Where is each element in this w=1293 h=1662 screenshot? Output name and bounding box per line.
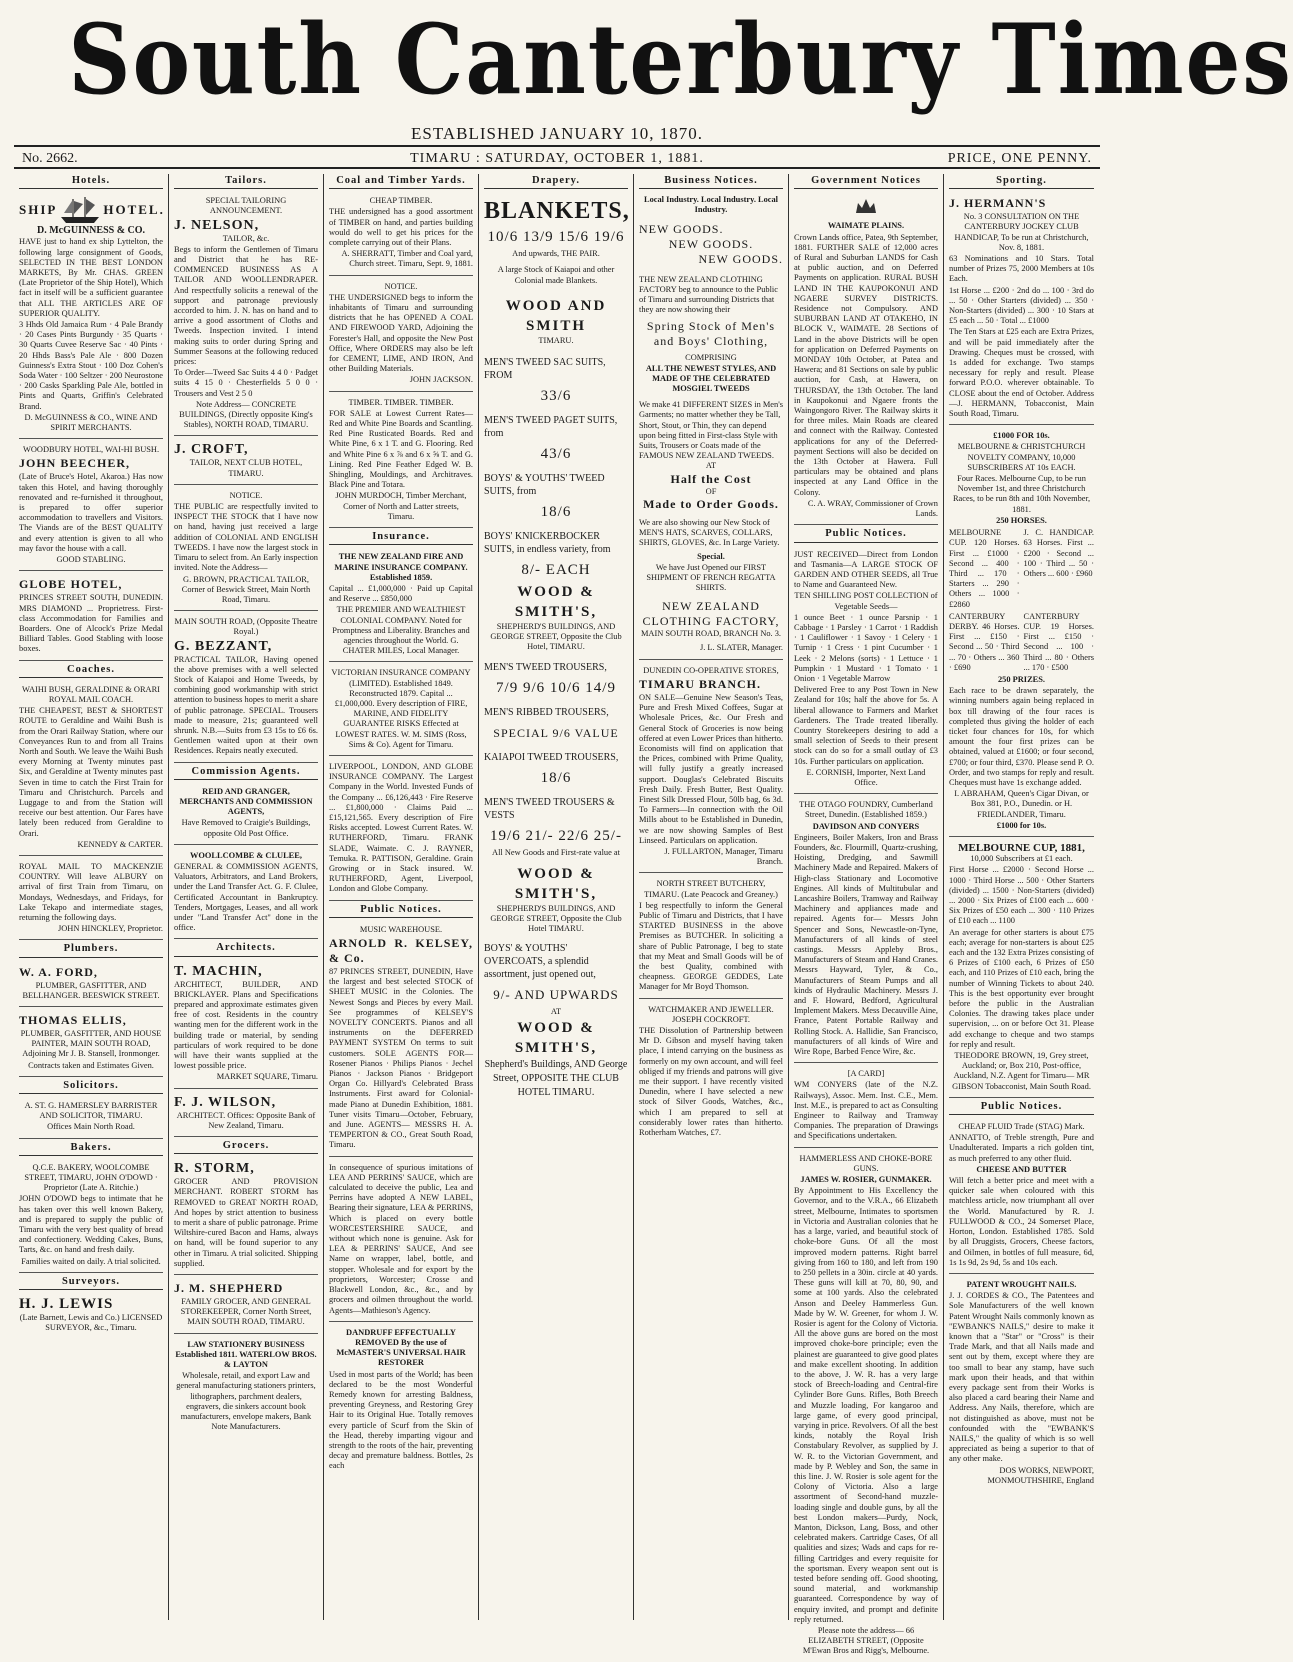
masthead	[14, 3, 1293, 124]
ad-nelson	[174, 192, 318, 436]
ws4-title: WOOD & SMITH'S,	[514, 1019, 598, 1056]
section-surveyors: Surveyors.	[19, 1275, 163, 1290]
derby-left: CANTERBURY DERBY. 46 Horses. First ... £150 · Second ... 50 · Third ... 70 · Others ... 360 · £690	[949, 611, 1020, 672]
hamersley-foot: Offices Main North Road.	[47, 1122, 135, 1132]
section-public-notices-6: Public Notices.	[794, 527, 938, 542]
column-3	[324, 174, 479, 1620]
watchmaker-title: WATCHMAKER AND JEWELLER. JOSEPH COCKROFT.	[648, 1004, 774, 1024]
nelson-body: Begs to inform the Gentlemen of Timaru and District that he has RE-COMMENCED BUSINESS AS A TAILOR AND WOOLLENDRAPER. And respectfully solicits a renewal of the support and patronage previously accorded to him. J. N. has on hand and to arrive a good assortment of Cloths and Tweeds. Inspection invited. I intend making suits to order during Spring and Summer Seasons at the following reduced prices:	[174, 244, 318, 367]
column-6	[789, 174, 944, 1656]
showing-body: We are also showing our New Stock of MEN'S HATS, SCARVES, COLLARS, SHIRTS, GLOVES, &c. In Large Variety.	[639, 517, 780, 548]
kelsey-body: 87 PRINCES STREET, DUNEDIN, Have the largest and best selected STOCK of SHEET MUSIC in the Colonies. The Newest Songs and Pieces by every Mail. See programmes of KELSEY'S NOVELTY CONCERTS. Pianos and all instruments on the DEFERRED PAYMENT SYSTEM On terms to suit customers. SOLE AGENTS FOR— Rosener Pianos · Philips Pianos · Jechel Pianos · Jackson Pianos · Bridgeport Organ Co. Hillyard's Celebrated Brass Instruments. First award for Colonial-made Piano at Dunedin Exhibition, 1881. Tuner visits Timaru—October, February, and June. AGENTS— MESSRS H. A. TEMPERTON & CO., Great South Road, Timaru.	[329, 967, 473, 1150]
ad-waterlow	[174, 1336, 318, 1438]
melb-body: Each race to be drawn separately, the winning numbers again being replaced in box till drawing of the four races is completed thus giving the holder of each ticket four chances for 10s, for which amount the four first prizes can be obtained, valued at £1600; or four second, £700; or four third, £370. Please send P. O. Order, and two stamps for reply and result. Cheques must have 1s exchange added.	[949, 686, 1094, 787]
ad-jackson	[329, 278, 473, 392]
fluid-title: CHEAP FLUID Trade (STAG) Mark.	[958, 1122, 1085, 1132]
ellis-title: THOMAS ELLIS,	[19, 1013, 127, 1027]
ship-sign: D. McGUINNESS & CO., WINE AND SPIRIT MERCHANTS.	[24, 412, 158, 433]
bezzant-body: PRACTICAL TAILOR, Having opened the above premises with a well selected Stock of Kaiapoi and Home Tweeds, by combining good workmanship with strict attention to business hopes to merit a share of public patronage. SPECIAL. Trousers made to measure, 21s; guaranteed well shrunk. N.B.—Suits from £3 15s to £6 6s. Gentlemen waited upon at their own Residences. Repairs neatly executed.	[174, 654, 318, 756]
ad-annatto	[949, 1118, 1094, 1274]
nelson-sub: TAILOR, &c.	[222, 233, 270, 243]
ad-nz-fire	[329, 548, 473, 662]
boys-tweed: BOYS' & YOUTHS' TWEED SUITS, from	[484, 473, 605, 498]
card-label: [A CARD]	[847, 1069, 885, 1079]
woollcombe-title: WOOLLCOMBE & CLULEE,	[190, 850, 302, 860]
mens-sac: MEN'S TWEED SAC SUITS, FROM	[484, 357, 606, 382]
ad-coop	[639, 662, 783, 874]
ws3-addr: SHEPHERD'S BUILDINGS, AND GEORGE STREET, Opposite the Club Hotel TIMARU.	[490, 903, 622, 934]
local-industry: Local Industry. Local Industry. Local Industry.	[643, 195, 779, 215]
newest-styles: ALL THE NEWEST STYLES, AND MADE OF THE CELEBRATED MOSGIEL TWEEDS	[645, 363, 777, 394]
coach-body: THE CHEAPEST, BEST & SHORTEST ROUTE to Geraldine and Waihi Bush is from the Orari Railway Station, where our Conveyances Run to and from all Trains North and South. We leave the Waihi Bush every Morning at Twenty minutes past Six, and Geraldine at Twenty minutes past Seven in time to catch the First Train for Timaru and Christchurch. Parcels and Luggage to and from the Station will receive our best attention. Our Fares have lately been reduced from Geraldine to Orari.	[19, 706, 163, 838]
section-solicitors: Solicitors.	[19, 1079, 163, 1094]
beecher-body: (Late of Bruce's Hotel, Akaroa.) Has now taken this Hotel, and having thoroughly renovated and re-furnished it throughout, is prepared to offer superior accommodation to travellers and Visitors. The Viands are of the BEST QUALITY and every attention is given to all who may favor the house with a call.	[19, 472, 163, 553]
conyers-body: WM CONYERS (late of the N.Z. Railways), Assoc. Mem. Inst. C.E., Mem. Inst. M.E., is prepared to act as Consulting Engineer to Railway and Tramway Companies. The preparation of Drawings and Specifications undertaken.	[794, 1080, 938, 1141]
ad-shepherd	[174, 1277, 318, 1334]
coop-body: ON SALE—Genuine New Season's Teas, Pure and Fresh Mixed Coffees, Sugar at Wholesale Prices, &c. Our Fresh and General Stock of Groceries is now being offered at even Lower Prices than hitherto. Economists will find on application that the Prices, combined with Prime Quality, will fully justify a greatly increased support. Douglas's Celebrated Biscuits Fresh Daily. Fresh Butter, Best Quality. Finest Silk Dressed Flour, 50lb bag, 6s 3d. To Farmers—In connection with the Oil Mills about to be Established in Dunedin, we are now showing Samples of Best Linseed. Particulars on application.	[639, 692, 783, 845]
shipment: We have Just Opened our FIRST SHIPMENT OF FRENCH REGATTA SHIRTS.	[646, 562, 776, 593]
dandruff-title: DANDRUFF EFFECTUALLY REMOVED By the use of McMASTER'S UNIVERSAL HAIR RESTORER	[336, 1327, 466, 1368]
ad-globe	[19, 573, 163, 660]
section-insurance: Insurance.	[329, 530, 473, 545]
booth-sign: THEODORE BROWN, 19, Grey street, Auckland; or, Box 210, Post-office, Auckland, N.Z. Agent for Timaru— MR GIBSON Tobacconist, Main South Road.	[952, 1051, 1091, 1091]
lewis-body: (Late Barnett, Lewis and Co.) LICENSED SURVEYOR, &c., Timaru.	[19, 1313, 163, 1333]
davidson-body: Engineers, Boiler Makers, Iron and Brass Founders, &c. Flourmill, Quartz-crushing, Hoisting, Dredging, and Sawmill Machinery Made and Repaired. Makers of High-class Stationary and Locomotive Engines. All kinds of Multitubular and Lancashire Boilers, Tramway and Railway Machinery and appliances made and repaired. Agents for— Messrs John Spencer and Sons, Newcastle-on-Tyne, Manufacturers of all kinds of steel castings. Messrs Appleby Bros., Manufacturers of Steam and Hand Cranes. Messrs Hayward, Tyler, & Co., Manufacturers of Steam Pumps and all kinds of Hydraulic Machinery. Messrs J. and F. Howard, Bedford, Agricultural Implement Makers. Mess Decauville Aine, France, Patent Portable Railway and Rolling Stock. A. Hallidie, San Francisco, manufacturers of all kinds of Wire and Wire Rope, Barbed Fence Wire, &c.	[794, 832, 938, 1057]
ad-sherratt	[329, 192, 473, 275]
half-at: AT	[705, 461, 717, 471]
section-business: Business Notices.	[639, 174, 783, 189]
wilson-title: F. J. WILSON,	[174, 1094, 277, 1110]
cheese-body: Will fetch a better price and meet with a quicker sale when coloured with this matchless article, now triumphant all over the World. Manufactured by R. J. FULLWOOD & CO., 24 Somerset Place, Horton, London. Established 1785. Sold by all Druggists, Grocers, Cheese factors, and Oilmen, in bottles of full measure, 6d, 1s 1s 9d, 2s 9d, 5s and 10s each.	[949, 1176, 1094, 1267]
blankets-title: BLANKETS,	[484, 198, 630, 225]
ship-list: 3 Hhds Old Jamaica Rum · 4 Pale Brandy · 20 Cases Pints Burgundy · 35 Quarts · 30 Quarts Cuvee Reserve Sac · 40 Pints · 20 Hhds Bass's Pale Ale · 800 Dozen Guinness's Extra Stout · 100 Doz Cohen's Soda Water · 100 Seltzer · 200 Neurostone · 200 Casks Sparkling Pale Ale, bottled in Pints and Quarts, Griffin's Celebrated Brand.	[19, 320, 163, 411]
guns-title: HAMMERLESS AND CHOKE-BORE GUNS.	[799, 1153, 933, 1173]
slater-sign: J. L. SLATER, Manager.	[699, 643, 783, 653]
cornish-sign: E. CORNISH, Importer, Next Land Office.	[806, 767, 926, 787]
globe-body: PRINCES STREET SOUTH, DUNEDIN. MRS DIAMOND ... Proprietress. First-class Accommodation for Families and Boarders. One of Alcock's Prize Medal Billiard Tables. Good Stabling with loose boxes.	[19, 593, 163, 654]
section-drapery: Drapery.	[484, 174, 628, 189]
ws3-title: WOOD & SMITH'S,	[514, 865, 598, 902]
hermann-prizes: 1st Horse ... £200 · 2nd do ... 100 · 3rd do ... 50 · Other Starters (divided) ... 350 · Non-Starters (divided) ... 300 · 10 Stars at £5 each ... 50 · Total ... £1000	[949, 285, 1094, 326]
mens-sac-price: 33/6	[540, 388, 572, 405]
woodbury-title: WOODBURY HOTEL, WAI-HI BUSH.	[22, 445, 160, 455]
vests-prices: 19/6 21/- 22/6 25/-	[490, 827, 622, 844]
ad-dandruff	[329, 1324, 473, 1477]
waterlow-title: LAW STATIONERY BUSINESS Established 1811. WATERLOW BROS. & LAYTON	[175, 1339, 317, 1370]
rosier-addr: Please note the address— 66 ELIZABETH STREET, (Opposite M'Ewan Bros and Rigg's, Melbourne.	[802, 1626, 930, 1656]
murdoch-sign: JOHN MURDOCH, Timber Merchant, Corner of North and Latter streets, Timaru.	[335, 491, 467, 521]
ad-rosier	[794, 1150, 938, 1662]
ad-royal-mail	[19, 858, 163, 940]
column-5	[634, 174, 789, 1620]
kaiapoi-price: 18/6	[540, 769, 572, 786]
new-goods-3: NEW GOODS.	[698, 251, 783, 266]
cup-left: MELBOURNE CUP. 120 Horses. First ... £1000 · Second ... 400 · Third ... 170 · Starters ... 290 · Others ... 1000 · £2860	[949, 528, 1020, 609]
ad-hermann	[949, 192, 1094, 425]
ad-bezzant	[174, 613, 318, 762]
coach-sign: KENNEDY & CARTER.	[77, 839, 163, 849]
section-coal: Coal and Timber Yards.	[329, 174, 473, 189]
boys-knicker: BOYS' KNICKERBOCKER SUITS, in endless variety, from	[484, 531, 611, 556]
nelson-prices: To Order—Tweed Sac Suits 4 4 0 · Padget suits 4 15 0 · Chesterfields 5 0 0 · Trousers and Vest 2 5 0	[174, 368, 318, 398]
ad-hamersley	[19, 1097, 163, 1139]
rosier-body: By Appointment to His Excellency the Governor, and to the V.R.A., 66 Elizabeth street, Melbourne, Intimates to sportsmen in Victoria and Australian colonies that he has a large, varied, and beautiful stock of choke-bore Guns. Of all the most improved modern patterns. Right barrel giving from 160 to 180, and left from 190 to 250 pellets in a 30in. circle at 40 yards. These guns will kill at 70, 80, 90, and some at 100 yards. Also the celebrated Anson and Deeley Hammerless Gun. Made by W. W. Greener, for whom J. W. Rosier is agent for the Colony of Victoria. All the above guns are bored on the most improved choke-bore principle; even the plainest are guaranteed to give good plates and make excellent shooting. In addition to the above, J. W. R. has a very large stock of Breech-loading and Central-fire Cylinder Bore Guns. Rifles, Both Breech and Muzzle loading, For kangaroo and large game, of every good principal, varying in price. Revolvers. Of all the best kinds, notably the Royal Irish Constabulary Revolver, as supplied by J. W. R. to the Victorian Government, and made by P. Webley and Son, the same in this line. J. W. Rosier is sole agent for the Colony of Victoria. Also a large assortment of Second-hand muzzle-loading single and double guns, by all the best London makers—Purdy, Nock, Manton, Dickson, Lang, Boss, and other celebrated makers. Cartridge Cases, Of all qualities and sizes; Wads and caps for re-filling Cartridges and every requisite for the sportsman. Every weapon sent out is tested before sending off. Good shooting, sound material, and workmanship guaranteed. Correspondence by way of enquiry invited, and prompt and definite reply returned.	[794, 1186, 938, 1624]
ad-victorian	[329, 664, 473, 756]
kelsey-head: MUSIC WAREHOUSE.	[359, 924, 443, 934]
prizes-head: 250 PRIZES.	[997, 674, 1045, 684]
woollcombe-body: GENERAL & COMMISSION AGENTS, Valuators, Arbitrators, and Land Brokers, under the Land Transfer Act. G. F. Clulee, Certificated Accountant in Bankruptcy. Tenders, Mortgages, Leases, and all work under "Land Transfer Act" done in the office.	[174, 861, 318, 933]
butchery-title: NORTH STREET BUTCHERY, TIMARU. (Late Peacock and Greaney.)	[644, 879, 778, 899]
foundry-title: THE OTAGO FOUNDRY, Cumberland Street, Dunedin. (Established 1859.)	[799, 800, 933, 820]
new-goods-line: All New Goods and First-rate value at	[492, 847, 620, 857]
ad-croft	[174, 438, 318, 484]
ad-conyers	[794, 1065, 938, 1147]
sherratt-body: THE undersigned has a good assortment of TIMBER on hand, and parties building would do well to get his prices for the complete carrying out of their Plans.	[329, 207, 473, 248]
ship-owner: D. McGUINNESS & CO.	[36, 225, 146, 237]
wray-sign: C. A. WRAY, Commissioner of Crown Lands.	[807, 498, 938, 519]
hermann-body: 63 Nominations and 10 Stars. Total number of Prizes 75, 2000 Members at 10s Each.	[949, 254, 1094, 284]
machin-addr: MARKET SQUARE, Timaru.	[216, 1072, 318, 1082]
seeds-list: 1 ounce Beet · 1 ounce Parsnip · 1 Cabbage · 1 Parsley · 1 Carrot · 1 Raddish · 1 Cauliflower · 1 Savoy · 1 Celery · 1 Turnip · 1 Cress · 1 pint Cucumber · 1 Leek · 2 Melons (sorts) · 1 Lettuce · 1 Pumpkin · 1 Mustard · 1 Tomato · 1 Onion · 1 Vegetable Marrow	[794, 612, 938, 683]
dandruff-body: Used in most parts of the World; has been declared to be the most Wonderful Remedy known for arresting Baldness, preventing Greyness, and Restoring Grey Hair to its Original Hue. Totally removes every particle of Scurf from the Skin of the Head, thereby imparting vigour and strength to the roots of the hair, preventing decay and premature baldness. Bottles, 2s each	[329, 1369, 473, 1471]
crown-crest-icon	[794, 195, 938, 220]
ad-liverpool	[329, 758, 473, 901]
mail-sign: JOHN HINCKLEY, Proprietor.	[58, 924, 163, 934]
waimate-body: Crown Lands office, Patea, 9th September, 1881. FURTHER SALE of 12,000 acres of Rural and Suburban LANDS for Cash at public auction, and on Deferred Payments on application. RURAL BUSH LAND IN THE KAUPOKONUI AND NGAERE SURVEY DISTRICTS. Residence not Compulsory. AND SUBURBAN LAND AT OTAKEHO, IN BLOCK V., WAIMATE. 28 Sections of Land in the above Districts will be open for application on Deferred Payments on MONDAY 10th October, at Patea and Hawera; and 81 Sections on sale by public auction, for Cash, at Hawera, on THURSDAY, the 13th October. The land in Kaupokonui and Ngaere fronts the Waingongoro River. The Railway skirts it for three miles. Main Roads are cleared and connect with the Railway. Contested applications for any of the Deferred-payment Sections will also be decided on the 13th October at Hawera. Full particulars may be obtained and plans inspected at any Land Office in the Colony.	[794, 232, 938, 497]
machin-title: T. MACHIN,	[174, 963, 263, 979]
nelson-ann: SPECIAL TAILORING ANNOUNCEMENT.	[205, 196, 287, 216]
ad-coach	[19, 681, 163, 856]
trousers: MEN'S TWEED TROUSERS,	[484, 661, 607, 673]
section-government: Government Notices	[794, 174, 938, 189]
nz-clothing-addr: MAIN SOUTH ROAD, BRANCH No. 3.	[640, 629, 782, 639]
ship-icon	[57, 195, 103, 225]
kaiapoi: KAIAPOI TWEED TROUSERS,	[484, 751, 619, 763]
bezzant-title: G. BEZZANT,	[174, 638, 273, 654]
shepherd-title: J. M. SHEPHERD	[174, 1281, 284, 1296]
cordes-addr: DOS WORKS, NEWPORT, MONMOUTHSHIRE, England	[987, 1465, 1094, 1485]
davidson-title: DAVIDSON AND CONYERS	[812, 821, 920, 831]
issue-number: No. 2662.	[22, 151, 78, 166]
seeds-body: Delivered Free to any Post Town in New Zealand for 10s; half the above for 5s. A liberal allowance to Farmers and Market Gardeners. The Trade treated liberally. Country Storekeepers desiring to add a small selection of Seeds to their present stock can do so for a small outlay of £3 10s. Further particulars on application.	[794, 685, 938, 766]
section-tailors: Tailors.	[174, 174, 318, 189]
mens-paget: MEN'S TWEED PAGET SUITS, from	[484, 415, 618, 440]
reid-title: REID AND GRANGER, MERCHANTS AND COMMISSION AGENTS,	[179, 786, 313, 817]
ship-left: SHIP	[19, 202, 58, 218]
odowd-body: JOHN O'DOWD begs to intimate that he has taken over this well known Bakery, and is prepared to supply the public of Timaru with the very best quality of bread and confectionery. Wedding Cakes, Buns, Tarts, &c. on hand and fresh daily.	[19, 1194, 163, 1255]
jackson-body: THE UNDERSIGNED begs to inform the inhabitants of Timaru and surrounding districts that he has OPENED A COAL AND FIREWOOD YARD, Adjoining the Forester's Hall, and opposite the New Post Office, Where ORDERS may also be left for CEMENT, LIME, AND IRON, And other Building Materials.	[329, 292, 473, 374]
ad-bakery	[19, 1159, 163, 1273]
ellis-foot: Contracts taken and Estimates Given.	[28, 1060, 154, 1070]
new-goods-2: NEW GOODS.	[668, 236, 754, 251]
waterlow-body: Wholesale, retail, and export Law and general manufacturing stationers printers, lithographers, parchment dealers, engravers, die sinkers account book manufacturers, envelope makers, Bank Note Manufacturers.	[176, 1371, 316, 1432]
cup-sub: 10,000 Subscribers at £1 each.	[970, 854, 1073, 864]
dateline	[14, 145, 1100, 169]
section-hotels: Hotels.	[19, 174, 163, 189]
kelsey-title: ARNOLD R. KELSEY, & Co.	[329, 936, 473, 965]
hermann-title: No. 3 CONSULTATION ON THE CANTERBURY JOCKEY CLUB HANDICAP, To be run at Christchurch, Nov. 8, 1881.	[954, 212, 1089, 252]
brown-body: THE PUBLIC are respectfully invited to INSPECT THE STOCK that I have now on hand, having just received a large addition of COLONIAL AND ENGLISH TWEEDS. I have now the largest stock in Timaru to select from. An Early inspection invited. Note the Address—	[174, 502, 318, 573]
masthead-title: South Canterbury Times	[68, 3, 1293, 116]
ws2-title: WOOD & SMITH'S,	[514, 584, 598, 621]
section-sporting: Sporting.	[949, 174, 1094, 189]
cornish-body: JUST RECEIVED—Direct from London and Tasmania—A LARGE STOCK OF GARDEN AND OTHER SEEDS, all True to Name and Guaranteed New.	[794, 549, 938, 590]
melb-title: MELBOURNE & CHRISTCHURCH NOVELTY COMPANY, 10,000 SUBSCRIBERS AT 10s EACH.	[957, 442, 1086, 472]
overcoats-at: AT	[550, 1007, 562, 1017]
cup-right: J. C. HANDICAP. 63 Horses. First ... £200 · Second ... 100 · Third ... 50 · Others ... 600 · £960	[1023, 528, 1094, 578]
nelson-title: J. NELSON,	[174, 217, 260, 233]
ad-ship-hotel	[19, 192, 163, 439]
globe-title: GLOBE HOTEL,	[19, 577, 123, 592]
columns	[14, 174, 1100, 1656]
sizes-body: We make 41 DIFFERENT SIZES in Men's Garments; no matter whether they be Tall, Short, Stout, or Thin, they can depend upon being fitted in First-class Style with Suits, Trousers or Coats made of the FAMOUS NEW ZEALAND TWEEDS.	[639, 400, 783, 461]
seeds-title: TEN SHILLING POST COLLECTION of Vegetable Seeds—	[794, 591, 938, 611]
half-of: OF	[705, 486, 717, 496]
abraham-sign: I. ABRAHAM, Queen's Cigar Divan, or Box 381, P.O., Dunedin. or H. FRIEDLANDER, Timaru.	[954, 789, 1089, 819]
ad-machin	[174, 960, 318, 1089]
cup-prizes: First Horse ... £2000 · Second Horse ... 1000 · Third Horse ... 500 · Other Starters (divided) ... 1500 · Non-Starters (divided) ... 2000 · Six Prizes of £100 each ... 600 · Six Prizes of £50 each ... 300 · 110 Prizes of £10 each ... 1100	[949, 865, 1094, 926]
blanket-upwards: And upwards, THE PAIR.	[512, 249, 600, 259]
ws4-addr: Shepherd's Buildings, AND George Street, OPPOSITE THE CLUB HOTEL TIMARU.	[484, 1058, 628, 1098]
ford-body: PLUMBER, GASFITTER, AND BELLHANGER. BEESWICK STREET.	[22, 980, 160, 1000]
blanket-body: A large Stock of Kaiapoi and other Colonial made Blankets.	[497, 265, 615, 285]
melb-races: Four Races. Melbourne Cup, to be run November 1st, and three Christchurch Races, to be run 8th and 10th November, 1881.	[952, 474, 1091, 514]
victorian-body: VICTORIAN INSURANCE COMPANY (LIMITED). Established 1849. Reconstructed 1879. Capital ... £1,000,000. Every description of FIRE, MARINE, AND FIDELITY GUARANTEE RISKS Effected at LOWEST RATES. W. M. SIMS (Ross, Sims & Co). Agent for Timaru.	[331, 668, 471, 749]
machin-body: ARCHITECT, BUILDER, AND BRICKLAYER. Plans and Specifications prepared and approximate estimates given free of cost. Residents in the country wanting men for the different work in the building trade or material, by sending particulars of work required to be done will have their wants supplied at the lowest possible price.	[174, 979, 318, 1071]
ad-lea-perrins	[329, 1159, 473, 1322]
nails-body: J. J. CORDES & CO., The Patentees and Sole Manufacturers of the well known Patent Wrought Nails commonly known as "EWBANK'S NAILS," desire to make it known that a "Star" or "Cross" is their Trade Mark, and that all Nails made and sent out by them, except where they are too small to bear any stamp, have such mark upon their heads, and that within every package sent from their Works is also placed a card bearing their Name and Address. Any Nails, therefore, which are not distinguished as above, must not be confounded with the "EWBANK'S NAILS," the quality of which is so well appreciated as being a superior to that of any other make.	[949, 1291, 1094, 1464]
brown-sign: G. BROWN, PRACTICAL TAILOR, Corner of Beswick Street, Main North Road, Timaru.	[181, 574, 311, 604]
ad-butchery	[639, 875, 783, 998]
nails-title: PATENT WROUGHT NAILS.	[966, 1279, 1077, 1289]
murdoch-body: FOR SALE at Lowest Current Rates— Red and White Pine Boards and Scantling. Red Pine Rusticated Boards. Red and White Pine, 6 x 1 T. and G. Flooring. Red and White Pine 6 x ⅞ and 6 x ⅝ T. and G. Lining. Red Pine Feather Edged W. B. Shingling, Mouldings, and Architraves. Black Pine and Totara.	[329, 408, 473, 490]
issue-date: TIMARU : SATURDAY, OCTOBER 1, 1881.	[410, 151, 704, 166]
boys-knicker-price: 8/- EACH	[521, 562, 591, 579]
comprising: COMPRISING	[685, 353, 737, 363]
overcoats: BOYS' & YOUTHS' OVERCOATS, a splendid assortment, just opened out,	[484, 943, 596, 981]
derby-right: CANTERBURY CUP. 19 Horses. First ... £150 · Second ... 100 · Third ... 80 · Others ... 170 · £500	[1023, 611, 1094, 672]
butchery-body: I beg respectfully to inform the General Public of Timaru and Districts, that I have STARTED BUSINESS in the above Premises as BUTCHER. In soliciting a share of Public Patronage, I beg to state that my Meat and Small Goods will be of the best Quality, combined with cheapness. GEORGE GEDDES, Late Manager for Mr Boyd Thomson.	[639, 900, 783, 992]
croft-title: J. CROFT,	[174, 442, 249, 458]
boys-tweed-price: 18/6	[540, 504, 572, 521]
cup-body: An average for other starters is about £75 each; average for non-starters is about £25 each and the 132 Extra Prizes consisting of 6 Prizes of £100 each, 6 Prizes of £50 each, and 110 Prizes of £10 each, bring the number of Winning Tickets to about 240. This is the best opportunity ever brought before the public in the Australian Colonies. The drawing takes place under supervision, ... on or before Oct 31. Please add exchange to cheque and two stamps for reply and result.	[949, 927, 1094, 1049]
reid-body: Have Removed to Craigie's Buildings, opposite Old Post Office.	[181, 818, 311, 838]
section-architects: Architects.	[174, 941, 318, 956]
watch-body: THE Dissolution of Partnership between Mr D. Gibson and myself having taken place, I intend carrying on the business as formerly on my own account, and will feel obliged if my friends and patrons will give me their support. I have recently visited Dunedin, where I have selected a new stock of Silver Goods, Watches, &c., which I am prepared to sell at considerably lower rates than hitherto. Rotherham Watches, £7.	[639, 1025, 783, 1138]
nz-fire-title: THE NEW ZEALAND FIRE AND MARINE INSURANCE COMPANY. Established 1859.	[334, 552, 468, 582]
cup-title: MELBOURNE CUP, 1881,	[958, 841, 1085, 854]
column-7	[944, 174, 1099, 1620]
storm-title: R. STORM,	[174, 1161, 255, 1177]
vests: MEN'S TWEED TROUSERS & VESTS	[484, 796, 615, 821]
hermann-foot: The Ten Stars at £25 each are Extra Prizes, and will be paid immediately after the Drawing. Cheques must be crossed, with 1s added for exchange. Two stamps necessary for reply and result. Please forward P.O.O. wherever obtainable. To CLOSE about the end of October. Address—J. HERMANN, Tobacconist, Main South Road, Timaru.	[949, 327, 1094, 419]
ad-reid	[174, 783, 318, 845]
ad-woollcombe	[174, 847, 318, 940]
section-public-notices-7: Public Notices.	[949, 1100, 1094, 1115]
nz-clothing-title: NEW ZEALAND CLOTHING FACTORY,	[642, 599, 780, 629]
blanket-prices: 10/6 13/9 15/6 19/6	[487, 229, 625, 246]
ws1-title: WOOD AND SMITH	[505, 297, 607, 334]
coop-title: DUNEDIN CO-OPERATIVE STORES,	[643, 665, 779, 675]
new-goods-1: NEW GOODS.	[639, 221, 724, 236]
odowd-foot: Families waited on daily. A trial solicited.	[21, 1256, 161, 1266]
trousers-prices: 7/9 9/6 10/6 14/9	[496, 679, 616, 696]
ad-waimate	[794, 192, 938, 525]
established-line: ESTABLISHED JANUARY 10, 1870.	[411, 124, 703, 143]
ribbed: MEN'S RIBBED TROUSERS,	[484, 706, 609, 718]
ship-right: HOTEL.	[103, 202, 165, 218]
murdoch-title: TIMBER. TIMBER. TIMBER.	[348, 397, 454, 407]
brown-notice: NOTICE.	[229, 490, 263, 500]
column-1	[14, 174, 169, 1620]
section-plumbers: Plumbers.	[19, 942, 163, 957]
ad-woodbury	[19, 441, 163, 571]
ad-cockroft	[639, 1001, 783, 1144]
horses-head: 250 HORSES.	[996, 515, 1047, 525]
nz-fire-foot: THE PREMIER AND WEALTHIEST COLONIAL COMPANY. Noted for Promptness and Liberality. Branches and agencies throughout the World. G. CHATER MILES, Local Manager.	[332, 605, 470, 656]
hamersley: A. ST. G. HAMERSLEY BARRISTER AND SOLICITOR, TIMARU.	[24, 1101, 158, 1121]
nz-fire-cap: Capital ... £1,000,000 · Paid up Capital and Reserve ... £850,000	[329, 583, 473, 604]
column-4	[479, 174, 634, 1620]
clothing-body: THE NEW ZEALAND CLOTHING FACTORY beg to announce to the Public of Timaru and surrounding Districts that they are now showing their	[639, 274, 778, 315]
section-bakers: Bakers.	[19, 1141, 163, 1156]
spring-stock: Spring Stock of Men's and Boys' Clothing,	[646, 319, 776, 349]
bakery-title: Q.C.E. BAKERY, WOOLCOMBE STREET, TIMARU, JOHN O'DOWD · Proprietor (Late A. Ritchie.)	[24, 1162, 158, 1193]
section-public-notices: Public Notices.	[329, 903, 473, 918]
fullarton-sign: J. FULLARTON, Manager, Timaru Branch.	[664, 846, 783, 867]
ad-wilson	[174, 1091, 318, 1137]
nelson-address: Note Address— CONCRETE BUILDINGS, (Directly opposite King's Stables), NORTH ROAD, TIMARU.	[179, 399, 313, 430]
ad-nails	[949, 1276, 1094, 1491]
ford-title: W. A. FORD,	[19, 964, 98, 979]
ribbed-price: SPECIAL 9/6 VALUE	[493, 725, 619, 740]
storm-body: GROCER AND PROVISION MERCHANT. ROBERT STORM has REMOVED to GREAT NORTH ROAD, And hopes by strict attention to business to merit a share of public patronage. Prime Wiltshire-cured Bacon and Hams, always on hand, will be found superior to any other in Timaru. A trial solicited. Shipping supplied.	[174, 1177, 318, 1268]
ellis-body: PLUMBER, GASFITTER, AND HOUSE PAINTER, MAIN SOUTH ROAD, Adjoining Mr J. B. Stansell, Ironmonger.	[20, 1029, 162, 1059]
cheese-title: CHEESE AND BUTTER	[976, 1164, 1067, 1174]
sherratt-title: CHEAP TIMBER.	[369, 196, 433, 206]
special-head: Special.	[697, 552, 725, 562]
ad-kelsey	[329, 921, 473, 1157]
ad-melbourne-cup	[949, 839, 1094, 1098]
mail-body: ROYAL MAIL TO MACKENZIE COUNTRY. Will leave ALBURY on arrival of first Train from Timaru, on Mondays, Wednesdays, and Fridays, for Lake Tekapo and intermediate stages, returning the following days.	[19, 861, 163, 922]
rosier-title: JAMES W. ROSIER, GUNMAKER.	[800, 1175, 932, 1185]
bezzant-head: MAIN SOUTH ROAD, (Opposite Theatre Royal.)	[174, 617, 318, 637]
jackson-title: NOTICE.	[384, 281, 418, 291]
issue-price: PRICE, ONE PENNY.	[947, 151, 1092, 166]
jackson-sign: JOHN JACKSON.	[409, 375, 473, 385]
croft-sub: TAILOR, NEXT CLUB HOTEL, TIMARU.	[189, 458, 303, 478]
lewis-title: H. J. LEWIS	[19, 1296, 114, 1313]
overcoats-price: 9/- AND UPWARDS	[493, 987, 619, 1003]
annatto-body: ANNATTO, of Treble strength, Pure and Unadulterated. Imparts a rich golden tint, as much preferred to any other fluid.	[949, 1133, 1094, 1163]
coach-title: WAIHI BUSH, GERALDINE & ORARI ROYAL MAIL COACH.	[22, 684, 160, 704]
thousand-head: £1000 FOR 10s.	[993, 431, 1050, 441]
ad-foundry	[794, 796, 938, 1063]
ws2-addr: SHEPHERD'S BUILDINGS, AND GEORGE STREET, Opposite the Club Hotel, TIMARU.	[490, 622, 622, 652]
section-coaches: Coaches.	[19, 663, 163, 678]
beecher-name: JOHN BEECHER,	[19, 456, 131, 471]
sherratt-sign: A. SHERRATT, Timber and Coal yard, Church street. Timaru, Sept. 9, 1881.	[341, 249, 473, 269]
ad-storm	[174, 1157, 318, 1275]
ad-ellis	[19, 1009, 163, 1077]
column-2	[169, 174, 324, 1620]
wilson-body: ARCHITECT. Offices: Opposite Bank of New Zealand, Timaru.	[176, 1110, 316, 1130]
ad-slater	[639, 639, 783, 659]
ad-lewis	[19, 1293, 163, 1338]
ad-brown	[174, 487, 318, 611]
shepherd-body: FAMILY GROCER, AND GENERAL STOREKEEPER, Corner North Street, MAIN SOUTH ROAD, TIMARU.	[180, 1297, 312, 1327]
ad-novelty	[949, 427, 1094, 837]
ship-body: HAVE just to hand ex ship Lyttelton, the following large consignment of Goods, SELECTED IN THE BEST LONDON MARKETS, By Mr. CHAS. GREEN (Late Proprietor of the Ship Hotel), Which fact in itself will be a sufficient guarantee that ALL THE ARTICLES ARE OF SUPERIOR QUALITY.	[19, 237, 163, 318]
coop-branch: TIMARU BRANCH.	[639, 676, 761, 691]
ten-shill: £1000 for 10s.	[996, 820, 1047, 830]
beecher-foot: GOOD STABLING.	[56, 555, 126, 565]
half-cost: Half the Cost	[670, 471, 752, 486]
made-order: Made to Order Goods.	[643, 496, 779, 511]
hermann-title-name: J. HERMANN'S	[949, 196, 1047, 211]
waimate-title: WAIMATE PLAINS.	[827, 221, 905, 231]
liverpool-body: LIVERPOOL, LONDON, AND GLOBE INSURANCE COMPANY. The Largest Company in the World. Invested Funds of the Company ... £6,126,443 · Fire Reserve ... £1,800,000 · Claims Paid ... £15,121,565. Every description of Fire Risks accepted. Lowest Current Rates. W. RUTHERFORD, Timaru. FRANK SLADE, Waimate. C. J. RAYNER, Temuka. R. PATTISON, Geraldine. Grain Growing or in Stack insured. W. RUTHERFORD, Agent, Liverpool, London and Globe Company.	[329, 761, 473, 894]
section-grocers: Grocers.	[174, 1139, 318, 1154]
ws1-sub: TIMARU.	[538, 335, 574, 345]
mens-paget-price: 43/6	[540, 446, 572, 463]
lea-body: In consequence of spurious imitations of LEA AND PERRINS' SAUCE, which are calculated to deceive the public, Lea and Perrins have adopted A NEW LABEL, Bearing their signature, LEA & PERRINS, Which is placed on every bottle WORCESTERSHIRE SAUCE, and without which none is genuine. Ask for LEA & PERRINS' SAUCE, And see Name on wrapper, label, bottle, and stopper. Wholesale and for export by the proprietors, Worcester; Crosse and Blackwell London, &c., &c., and by grocers and oilmen throughout the world. Agents—Mathieson's Agency.	[329, 1162, 473, 1315]
ad-murdoch	[329, 394, 473, 528]
section-commission: Commission Agents.	[174, 765, 318, 780]
ad-ford	[19, 961, 163, 1007]
ad-cornish	[794, 546, 938, 795]
